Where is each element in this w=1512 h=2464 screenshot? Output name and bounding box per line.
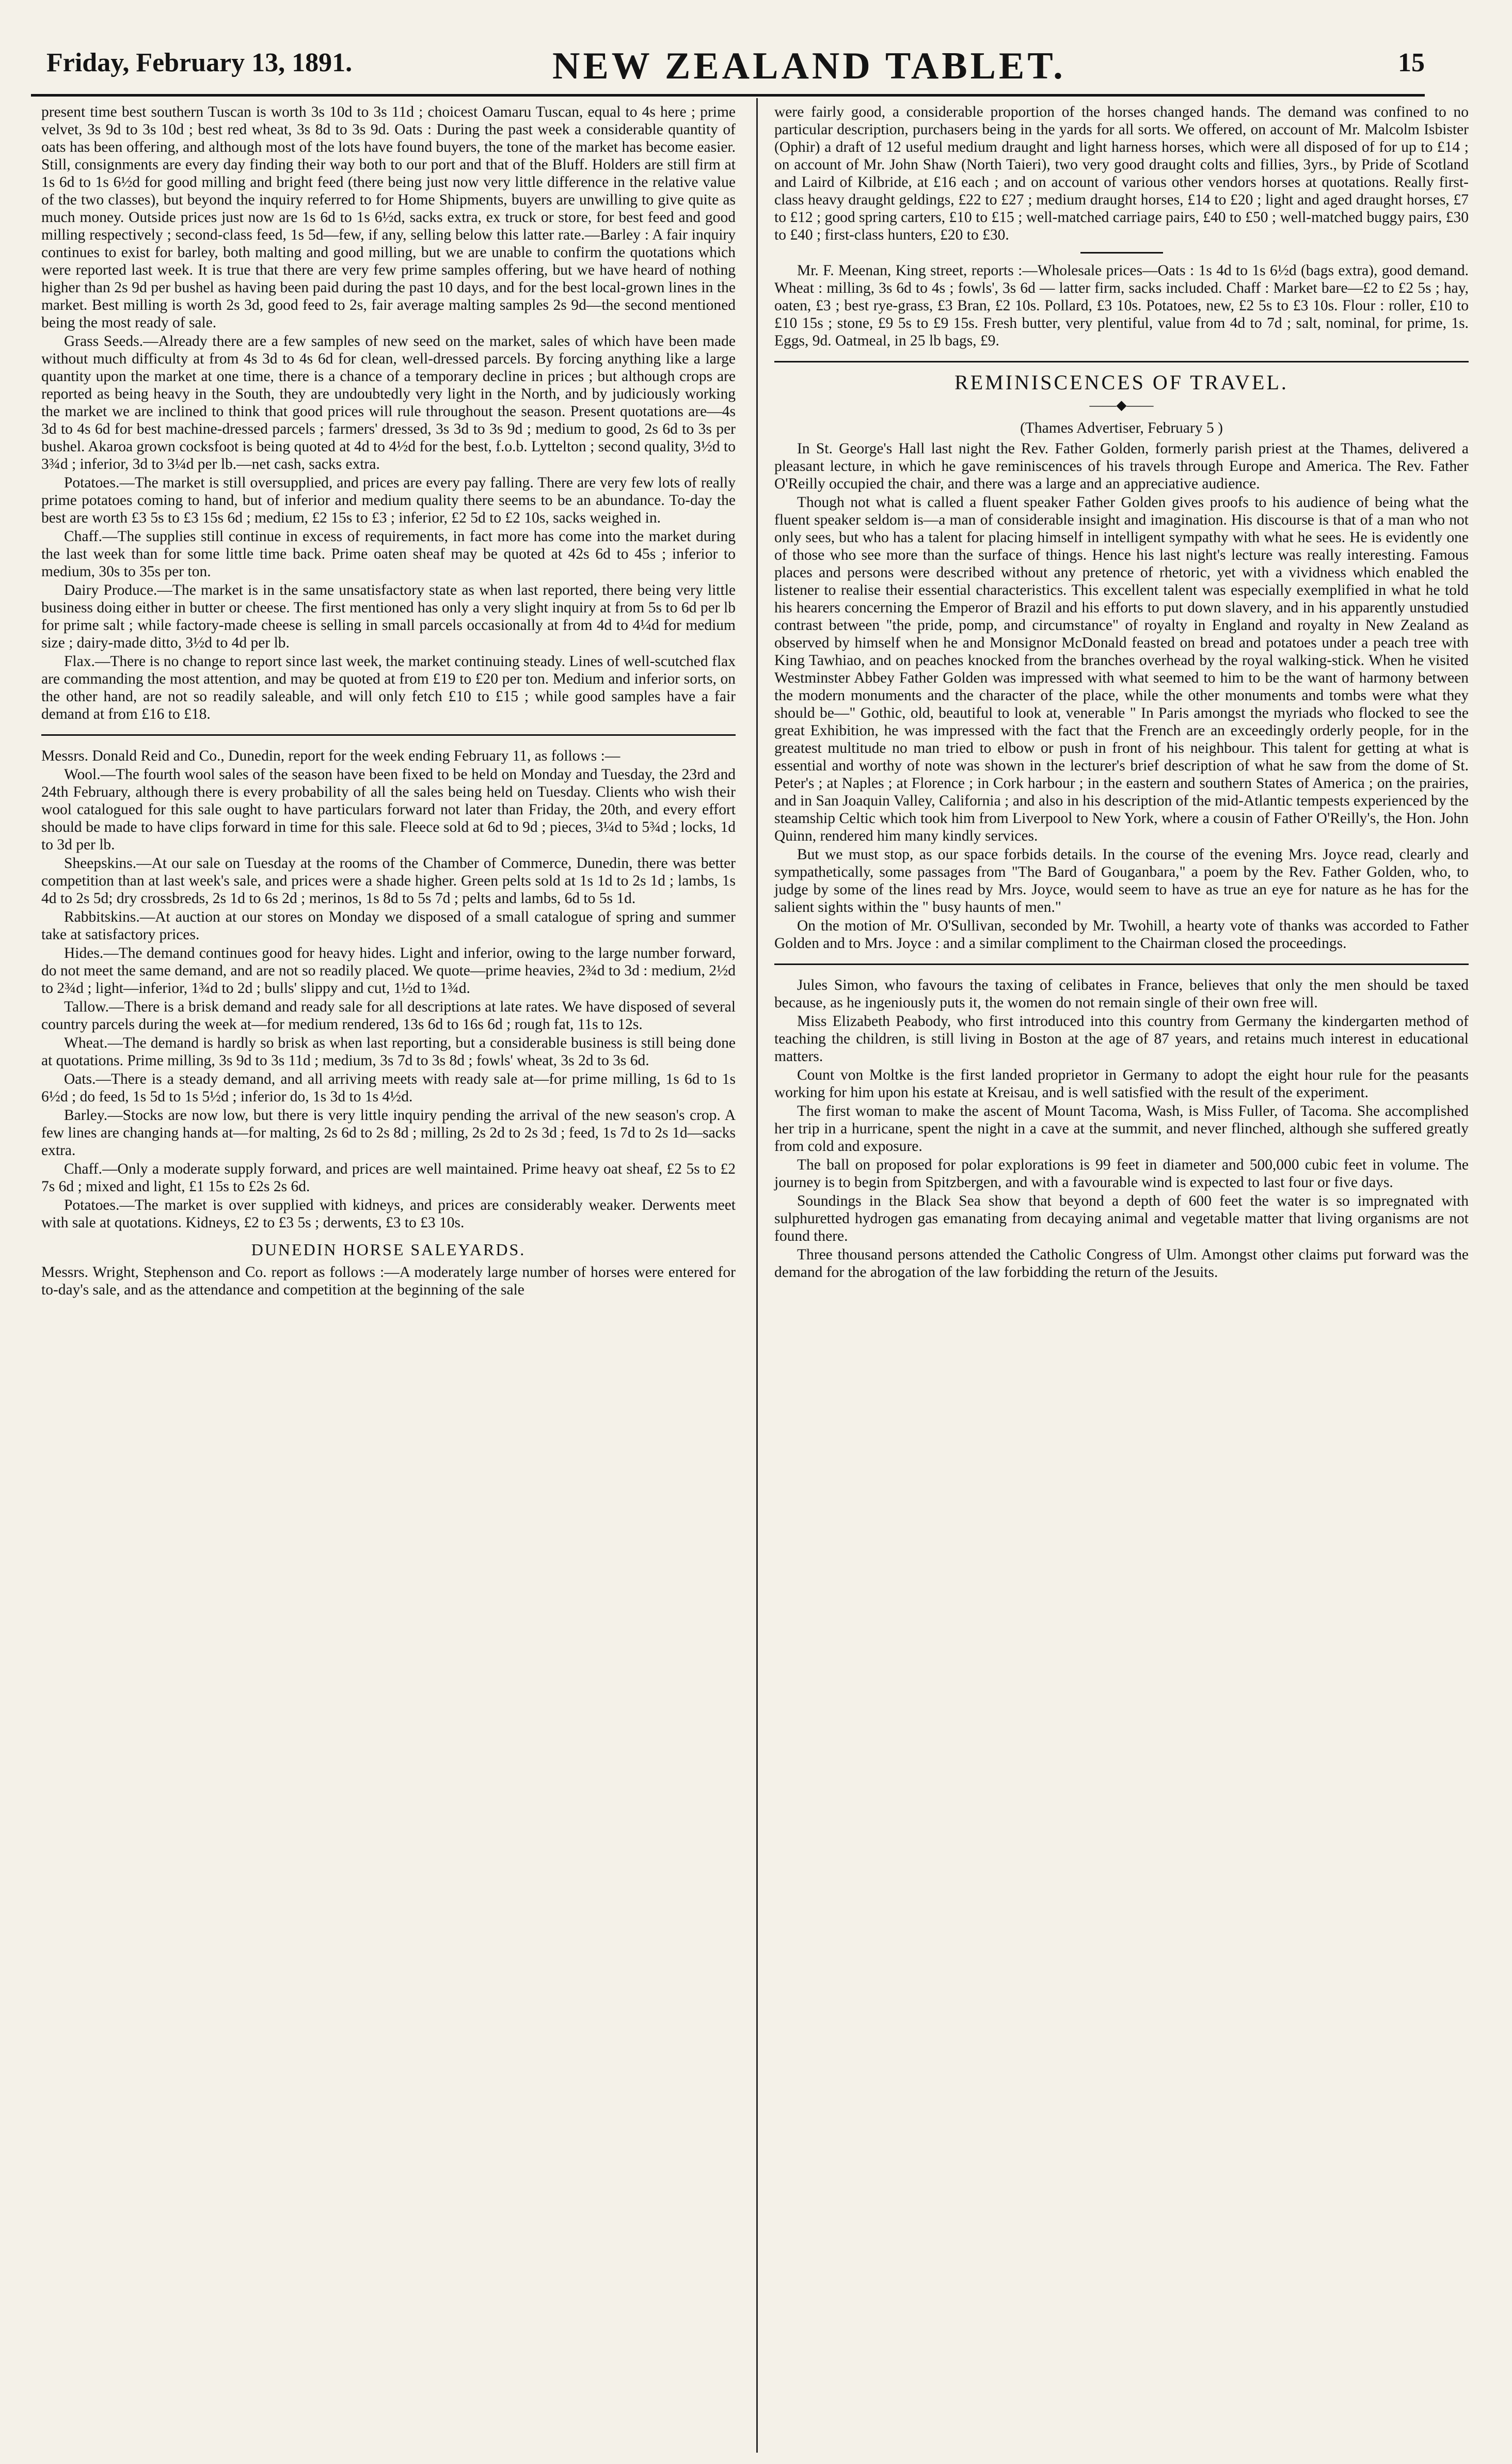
reid-paragraph: Hides.—The demand continues good for heavy hides. Light and inferior, owing to the large number forward, do not meet the same demand, and are not so readily placed. We quote—prime heavies, 2¾d to 3d : medium, 2½d to 2¾d ; light—inferior, 1¾d to 2d ; bulls' slippy and cut, 1½d to 1¾d. (41, 945, 736, 997)
column-divider (756, 98, 758, 2453)
reid-paragraph: Barley.—Stocks are now low, but there is very little inquiry pending the arrival of the new season's crop. A few lines are changing hands at—for malting, 2s 6d to 2s 8d ; milling, 2s 2d to 2s 3d ; feed, 1s 7d to 2s 1d—sacks extra. (41, 1107, 736, 1159)
right-column (774, 103, 1469, 1282)
left-column (41, 103, 736, 1300)
masthead-title: NEW ZEALAND TABLET. (552, 45, 1066, 87)
reid-paragraph: Rabbitskins.—At auction at our stores on Monday we disposed of a small catalogue of spring and summer take at satisfactory prices. (41, 909, 736, 943)
issue-date: Friday, February 13, 1891. (46, 48, 353, 77)
market-paragraph: Chaff.—The supplies still continue in excess of requirements, in fact more has come into the market during the last week than for some little time back. Prime oaten sheaf may be quoted at 42s 6d to 45s ; inferior to medium, 30s to 35s per ton. (41, 528, 736, 580)
horse-saleyards-heading: DUNEDIN HORSE SALEYARDS. (251, 1240, 526, 1259)
horse-report-continued: were fairly good, a considerable proportion of the horses changed hands. The demand was confined to no particular description, purchasers being in the yards for all sorts. We offered, on account of Mr. Malcolm Isbister (Ophir) a draft of 12 useful medium draught and light harness horses, which were all disposed of for up to £14 ; on account of Mr. John Shaw (North Taieri), two very good draught colts and fillies, 3yrs., by Pride of Scotland and Laird of Kilbride, at £16 each ; and on account of various other vendors horses at quotations. Really first-class heavy draught geldings, £22 to £27 ; medium draught horses, £14 to £20 ; light and aged draught horses, £7 to £12 ; good spring carters, £10 to £15 ; well-matched carriage pairs, £40 to £50 ; well-matched buggy pairs, £30 to £40 ; first-class hunters, £20 to £30. (774, 104, 1469, 243)
header-rule (31, 94, 1425, 97)
section-divider (774, 964, 1469, 965)
page-number: 15 (1398, 48, 1425, 77)
reid-paragraph: Oats.—There is a steady demand, and all arriving meets with ready sale at—for prime milling, 1s 6d to 1s 6½d ; do feed, 1s 5d to 1s 5½d ; inferior do, 1s 3d to 1s 4½d. (41, 1071, 736, 1105)
travel-paragraph: But we must stop, as our space forbids details. In the course of the evening Mrs. Joyce read, clearly and sympathetically, some passages from "The Bard of Gouganbara," a poem by the Rev. Father Golden, who, to judge by some of the lines read by Mrs. Joyce, would seem to have as true an eye for nature as he has for the salient sights within the " busy haunts of men." (774, 846, 1469, 915)
market-paragraph: Dairy Produce.—The market is in the same unsatisfactory state as when last reported, there being very little business doing either in butter or cheese. The first mentioned has only a very slight inquiry at from 5s to 6d per lb for prime salt ; while factory-made cheese is selling in small parcels occasionally at from 4d to 4¼d for medium size ; dairy-made ditto, 3½d to 4d per lb. (41, 582, 736, 651)
misc-paragraph: Three thousand persons attended the Catholic Congress of Ulm. Amongst other claims put forward was the demand for the abrogation of the law forbidding the return of the Jesuits. (774, 1246, 1469, 1281)
reid-paragraph: Wool.—The fourth wool sales of the season have been fixed to be held on Monday and Tuesday, the 23rd and 24th February, although there is every probability of all the sales being held on Tuesday. Clients who wish their wool catalogued for this sale ought to have particulars forward not later than Friday, the 20th, and every effort should be made to have clips forward in time for this sale. Fleece sold at 6d to 9d ; pieces, 3¼d to 5¾d ; locks, 1d to 3d per lb. (41, 766, 736, 853)
misc-paragraph: Jules Simon, who favours the taxing of celibates in France, believes that only the men should be taxed because, as he ingeniously puts it, the women do not remain single of their own free will. (774, 977, 1469, 1011)
reid-paragraph: Wheat.—The demand is hardly so brisk as when last reporting, but a considerable business is still being done at quotations. Prime milling, 3s 9d to 3s 11d ; medium, 3s 7d to 3s 8d ; fowls' wheat, 3s 2d to 3s 6d. (41, 1035, 736, 1069)
travel-article-heading: REMINISCENCES OF TRAVEL. (954, 371, 1288, 394)
article-source: (Thames Advertiser, February 5 ) (1020, 420, 1223, 436)
travel-paragraph: In St. George's Hall last night the Rev. Father Golden, formerly parish priest at the Thames, delivered a pleasant lecture, in which he gave reminiscences of his travels through Europe and America. The Rev. Father O'Reilly occupied the chair, and there was a large and an appreciative audience. (774, 440, 1469, 492)
misc-paragraph: The ball on proposed for polar explorations is 99 feet in diameter and 500,000 cubic feet in volume. The journey is to begin from Spitzbergen, and with a favourable wind is expected to last four or five days. (774, 1157, 1469, 1191)
travel-paragraph: On the motion of Mr. O'Sullivan, seconded by Mr. Twohill, a hearty vote of thanks was accorded to Father Golden and to Mrs. Joyce : and a similar compliment to the Chairman closed the proceedings. (774, 918, 1469, 952)
market-paragraph: Flax.—There is no change to report since last week, the market continuing steady. Lines of well-scutched flax are commanding the most attention, and may be quoted at from £19 to £20 per ton. Medium and inferior sorts, on the other hand, are not so readily saleable, and will only fetch £10 to £15 ; while good samples have a fair demand at from £16 to £18. (41, 653, 736, 722)
misc-paragraph: The first woman to make the ascent of Mount Tacoma, Wash, is Miss Fuller, of Tacoma. She accomplished her trip in a hurricane, spent the night in a cave at the summit, and never flinched, although she suffered greatly from cold and exposure. (774, 1103, 1469, 1155)
market-paragraph: Grass Seeds.—Already there are a few samples of new seed on the market, sales of which have been made without much difficulty at from 4s 3d to 4s 6d for clean, well-dressed parcels. By forcing anything like a large quantity upon the market at one time, there is a chance of a temporary decline in prices ; but although crops are reported as being heavy in the South, they are undoubtedly very light in the North, and by judiciously working the market we are inclined to think that good prices will rule throughout the season. Present quotations are—4s 3d to 4s 6d for best machine-dressed parcels ; farmers' dressed, 3s 3d to 3s 9d ; medium to good, 2s 6d to 3s per bushel. Akaroa grown cocksfoot is being quoted at 4d to 4½d for the best, f.o.b. Lyttelton ; second quality, 3½d to 3¾d ; inferior, 3d to 3¼d per lb.—net cash, sacks extra. (41, 333, 736, 472)
page-header (31, 44, 1425, 91)
misc-paragraph: Count von Moltke is the first landed proprietor in Germany to adopt the eight hour rule for the peasants working for him upon his estate at Kreisau, and is well satisfied with the result of the experiment. (774, 1067, 1469, 1101)
misc-paragraph: Miss Elizabeth Peabody, who first introduced into this country from Germany the kindergarten method of teaching the children, is still living in Boston at the age of 87 years, and retains much interest in educational matters. (774, 1013, 1469, 1065)
horse-report-paragraph: Messrs. Wright, Stephenson and Co. report as follows :—A moderately large number of horses were entered for to-day's sale, and as the attendance and competition at the beginning of the sale (41, 1264, 736, 1298)
reid-paragraph: Sheepskins.—At our sale on Tuesday at the rooms of the Chamber of Commerce, Dunedin, there was better competition than at last week's sale, and prices were a shade higher. Green pelts sold at 1s 1d to 2s 1d ; lambs, 1s 4d to 2s 5d; dry crossbreds, 2s 1d to 6s 2d ; merinos, 1s 8d to 5s 7d ; pelts and lambs, 6d to 5s 1d. (41, 855, 736, 907)
reid-paragraph: Tallow.—There is a brisk demand and ready sale for all descriptions at late rates. We have disposed of several country parcels during the week at—for medium rendered, 13s 6d to 16s 6d ; rough fat, 11s to 12s. (41, 999, 736, 1033)
section-divider (41, 734, 736, 736)
heading-ornament: ——◆—— (1089, 398, 1154, 413)
meenan-report: Mr. F. Meenan, King street, reports :—Wholesale prices—Oats : 1s 4d to 1s 6½d (bags extra), good demand. Wheat : milling, 3s 6d to 4s ; fowls', 3s 6d — latter firm, sacks included. Chaff : Market bare—£2 to £2 5s ; hay, oaten, £3 ; best rye-grass, £3 Bran, £2 10s. Pollard, £3 10s. Potatoes, new, £2 5s to £3 10s. Flour : roller, £10 to £10 15s ; stone, £9 5s to £9 15s. Fresh butter, very plentiful, value from 4d to 7d ; salt, nominal, for prime, 1s. Eggs, 9d. Oatmeal, in 25 lb bags, £9. (774, 262, 1469, 349)
market-paragraph: present time best southern Tuscan is worth 3s 10d to 3s 11d ; choicest Oamaru Tuscan, equal to 4s here ; prime velvet, 3s 9d to 3s 10d ; best red wheat, 3s 8d to 3s 9d. Oats : During the past week a considerable quantity of oats has been offering, and although most of the lots have found buyers, the tone of the market has become easier. Still, consignments are every day finding their way both to our port and that of the Bluff. Holders are still firm at 1s 6d to 1s 6½d for good milling and bright feed (there being just now very little difference in the relative value of the two classes), but beyond the inquiry referred to for Home Shipments, buyers are unwilling to give quite as much money. Outside prices just now are 1s 6d to 1s 6½d, sacks extra, ex truck or store, for best feed and good milling respectively ; second-class feed, 1s 5d—few, if any, selling below this latter rate.—Barley : A fair inquiry continues to exist for barley, both malting and good milling, but we are unable to confirm the quotations which were reported last week. It is true that there are very few prime samples offering, but we have heard of nothing higher than 2s 9d per bushel as having been paid during the past 10 days, and for the best local-grown lines in the market. Best milling is worth 2s 3d, good feed to 2s, fair average malting samples 2s 9d—the second mentioned being the most ready of sale. (41, 104, 736, 331)
reid-paragraph: Potatoes.—The market is over supplied with kidneys, and prices are considerably weaker. Derwents meet with sale at quotations. Kidneys, £2 to £3 5s ; derwents, £3 to £3 10s. (41, 1197, 736, 1231)
reid-report-intro: Messrs. Donald Reid and Co., Dunedin, report for the week ending February 11, as follows :— (41, 748, 620, 764)
section-divider (774, 361, 1469, 362)
market-paragraph: Potatoes.—The market is still oversupplied, and prices are every pay falling. There are very few lots of really prime potatoes coming to hand, but of inferior and medium quality there seems to be an abundance. To-day the best are worth £3 5s to £3 15s 6d ; medium, £2 15s to £3 ; inferior, £2 5d to £2 10s, sacks weighed in. (41, 475, 736, 526)
travel-paragraph: Though not what is called a fluent speaker Father Golden gives proofs to his audience of being what the fluent speaker seldom is—a man of considerable insight and imagination. His discourse is that of a man who not only sees, but who has a talent for placing himself in intelligent sympathy with what he sees. He is evidently one of those who see more than the surface of things. Hence his last night's lecture was really interesting. Famous places and persons were described without any pretence of rhetoric, yet with a vividness which enabled the listener to realise their essential characteristics. This excellent talent was especially exemplified in what he told his hearers concerning the Emperor of Brazil and his efforts to put down slavery, and in his apparently unstudied contrast between "the pride, pomp, and circumstance" of royalty in England and royalty in New Zealand as observed by himself when he and Monsignor McDonald feasted on bread and potatoes under a peach tree with King Tawhiao, and on peaches knocked from the branches overhead by the royal walking-stick. When he visited Westminster Abbey Father Golden was impressed with what seemed to him to be the want of harmony between the modern monuments and the character of the place, while the other monuments and tombs were what they should be—" Gothic, old, beautiful to look at, venerable " In Paris amongst the myriads who flocked to see the great Exhibition, he was impressed with the fact that the French are an exceedingly orderly people, for in the greatest multitude no man tried to elbow or push in front of his neighbour. This talent for getting at what is essential and worthy of note was shown in the lecturer's brief description of what he saw from the dome of St. Peter's ; at Naples ; at Florence ; in Cork harbour ; in the eastern and southern States of America ; on the prairies, and in San Joaquin Valley, California ; and also in his description of the mid-Atlantic tempests experienced by the steamship Celtic which took him from Liverpool to New York, where a cousin of Father O'Reilly's, the Hon. John Quinn, rendered him many kindly services. (774, 494, 1469, 844)
reid-paragraph: Chaff.—Only a moderate supply forward, and prices are well maintained. Prime heavy oat sheaf, £2 5s to £2 7s 6d ; mixed and light, £1 15s to £2s 2s 6d. (41, 1161, 736, 1195)
misc-paragraph: Soundings in the Black Sea show that beyond a depth of 600 feet the water is so impregnated with sulphuretted hydrogen gas emanating from decaying animal and vegetable matter that living organisms are not found there. (774, 1193, 1469, 1244)
short-divider (1080, 252, 1163, 254)
